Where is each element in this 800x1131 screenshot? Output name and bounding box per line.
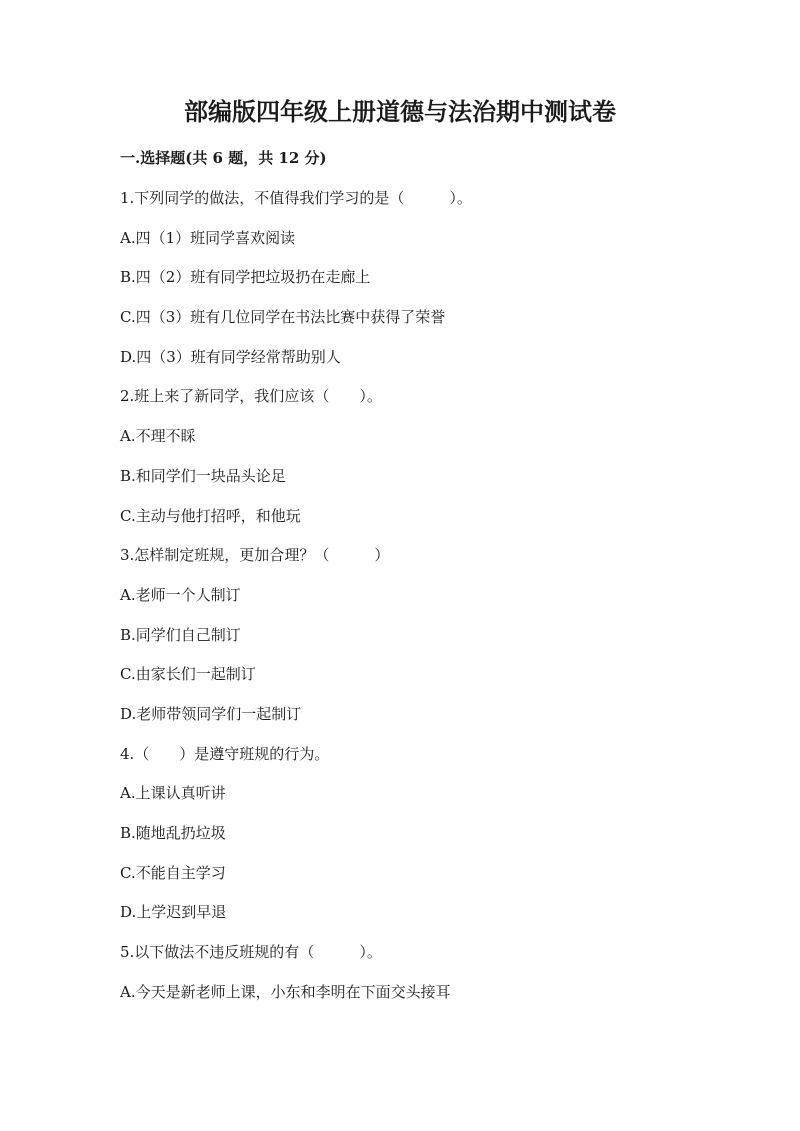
question-4-option-d: D.上学迟到早退 bbox=[120, 903, 227, 922]
question-3-option-c: C.由家长们一起制订 bbox=[120, 665, 256, 684]
question-4: 4.（ ）是遵守班规的行为。 bbox=[120, 744, 330, 763]
question-1-option-b: B.四（2）班有同学把垃圾扔在走廊上 bbox=[120, 268, 371, 287]
question-4-option-b: B.随地乱扔垃圾 bbox=[120, 824, 226, 842]
question-3-option-a: A.老师一个人制订 bbox=[120, 585, 241, 604]
question-3-option-b: B.同学们自己制订 bbox=[120, 625, 241, 644]
question-2-option-c: C.主动与他打招呼，和他玩 bbox=[120, 506, 301, 525]
question-3: 3.怎样制定班规，更加合理？（ ） bbox=[120, 546, 390, 565]
question-3-option-d: D.老师带领同学们一起制订 bbox=[120, 704, 302, 723]
question-1: 1.下列同学的做法，不值得我们学习的是（ ）。 bbox=[120, 189, 472, 207]
question-1-option-c: C.四（3）班有几位同学在书法比赛中获得了荣誉 bbox=[120, 308, 446, 327]
question-2-option-b: B.和同学们一块品头论足 bbox=[120, 466, 286, 485]
question-5: 5.以下做法不违反班规的有（ ）。 bbox=[120, 943, 382, 962]
page-title: 部编版四年级上册道德与法治期中测试卷 bbox=[184, 97, 616, 126]
section-heading: 一.选择题(共 6 题，共 12 分) bbox=[120, 149, 327, 167]
question-5-option-a: A.今天是新老师上课，小东和李明在下面交头接耳 bbox=[120, 982, 451, 1001]
question-list bbox=[120, 186, 720, 1019]
question-4-option-c: C.不能自主学习 bbox=[120, 863, 226, 882]
question-1-option-d: D.四（3）班有同学经常帮助别人 bbox=[120, 347, 341, 366]
question-1-option-a: A.四（1）班同学喜欢阅读 bbox=[120, 228, 296, 247]
question-2-option-a: A.不理不睬 bbox=[120, 427, 196, 446]
question-4-option-a: A.上课认真听讲 bbox=[120, 784, 226, 803]
question-2: 2.班上来了新同学，我们应该（ ）。 bbox=[120, 387, 382, 406]
